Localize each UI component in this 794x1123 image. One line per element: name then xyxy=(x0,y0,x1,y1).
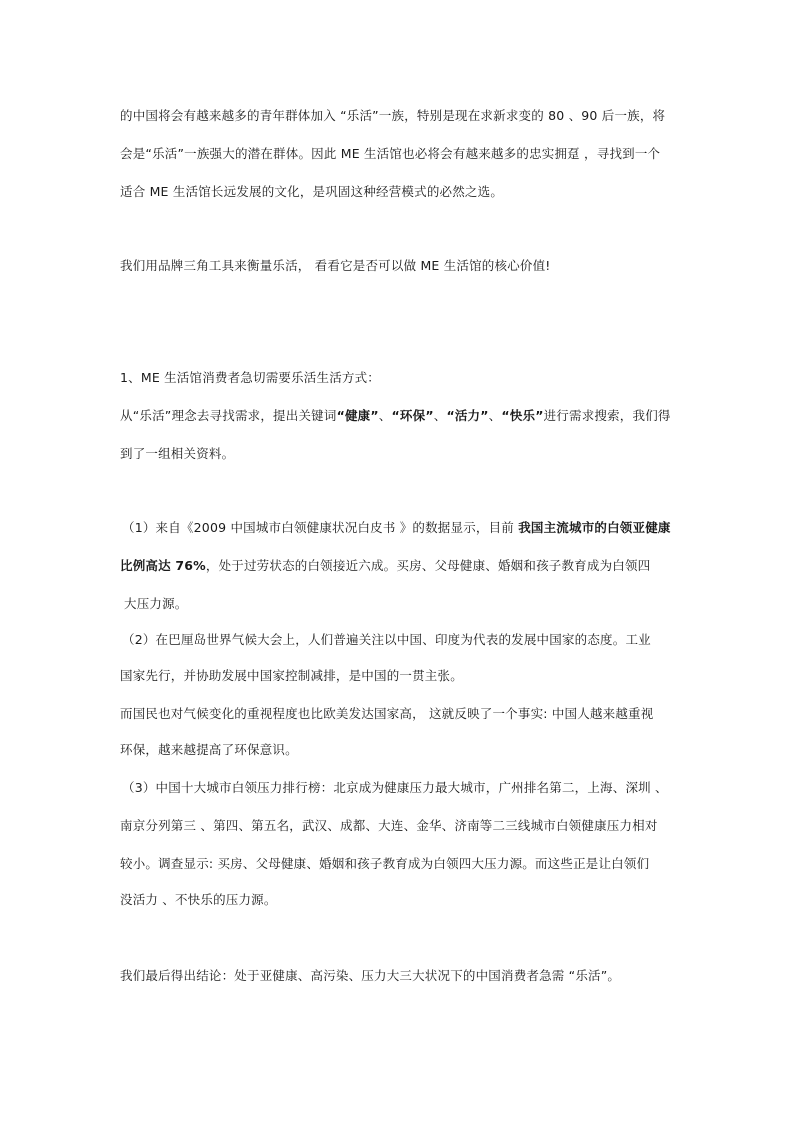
section-1-paragraph-line-2: 到了一组相关资料。 xyxy=(120,446,235,461)
intro-line-2: 会是“乐活”一族强大的潜在群体。因此 ME 生活馆也必将会有越来越多的忠实拥趸 ，寻找到一个 xyxy=(120,146,661,161)
item-1-highlight: 我国主流城市的白领亚健康 xyxy=(518,520,671,535)
section-1-heading: 1、ME 生活馆消费者急切需要乐活生活方式： xyxy=(120,370,381,385)
item-1-line-3: 大压力源。 xyxy=(124,596,188,611)
keyword-vitality: “活力” xyxy=(446,408,489,423)
separator: 、 xyxy=(488,408,502,423)
item-3-line-1: （3）中国十大城市白领压力排行榜：北京成为健康压力最大城市，广州排名第二，上海、深圳 、 xyxy=(122,780,668,795)
item-1-line-2 xyxy=(120,557,680,575)
item-3-line-4: 没活力 、不快乐的压力源。 xyxy=(120,892,277,907)
item-1-text: ，处于过劳状态的白领接近六成。买房、父母健康、婚姻和孩子教育成为白领四 xyxy=(205,558,651,573)
item-2-line-2: 国家先行，并协助发展中国家控制减排，是中国的一贯主张。 xyxy=(120,668,463,683)
separator: 、 xyxy=(433,408,447,423)
brand-triangle-paragraph: 我们用品牌三角工具来衡量乐活， 看看它是否可以做 ME 生活馆的核心价值! xyxy=(120,258,551,273)
paragraph-text: 进行需求搜索，我们得 xyxy=(543,408,671,423)
item-2-line-1: （2）在巴厘岛世界气候大会上，人们普遍关注以中国、印度为代表的发展中国家的态度。工业 xyxy=(122,632,651,647)
item-2-line-3: 而国民也对气候变化的重视程度也比欧美发达国家高， 这就反映了一个事实: 中国人越来越重视 xyxy=(120,706,654,721)
paragraph-text: 从“乐活”理念去寻找需求，提出关键词 xyxy=(120,408,337,423)
intro-line-1: 的中国将会有越来越多的青年群体加入 “乐活”一族，特别是现在求新求变的 80 、90 后一族，将 xyxy=(120,108,666,123)
keyword-health: “健康” xyxy=(336,408,379,423)
separator: 、 xyxy=(378,408,392,423)
keyword-eco: “环保” xyxy=(391,408,434,423)
item-3-line-2: 南京分列第三 、第四、第五名，武汉、成都、大连、金华、济南等二三线城市白领健康压力相对 xyxy=(120,818,658,833)
keyword-happy: “快乐” xyxy=(501,408,544,423)
section-1-paragraph-line-1 xyxy=(120,407,680,425)
item-1-text: （1）来自《2009 中国城市白领健康状况白皮书 》的数据显示，目前 xyxy=(122,520,519,535)
intro-line-3: 适合 ME 生活馆长远发展的文化，是巩固这种经营模式的必然之选。 xyxy=(120,184,504,199)
item-2-line-4: 环保，越来越提高了环保意识。 xyxy=(120,742,298,757)
item-3-line-3: 较小。调查显示: 买房、父母健康、婚姻和孩子教育成为白领四大压力源。而这些正是让白领们 xyxy=(120,856,650,871)
item-1-line-1 xyxy=(122,519,682,537)
item-1-highlight-ratio: 比例高达 76% xyxy=(120,558,206,573)
conclusion-paragraph: 我们最后得出结论：处于亚健康、高污染、压力大三大状况下的中国消费者急需 “乐活”。 xyxy=(120,968,621,983)
